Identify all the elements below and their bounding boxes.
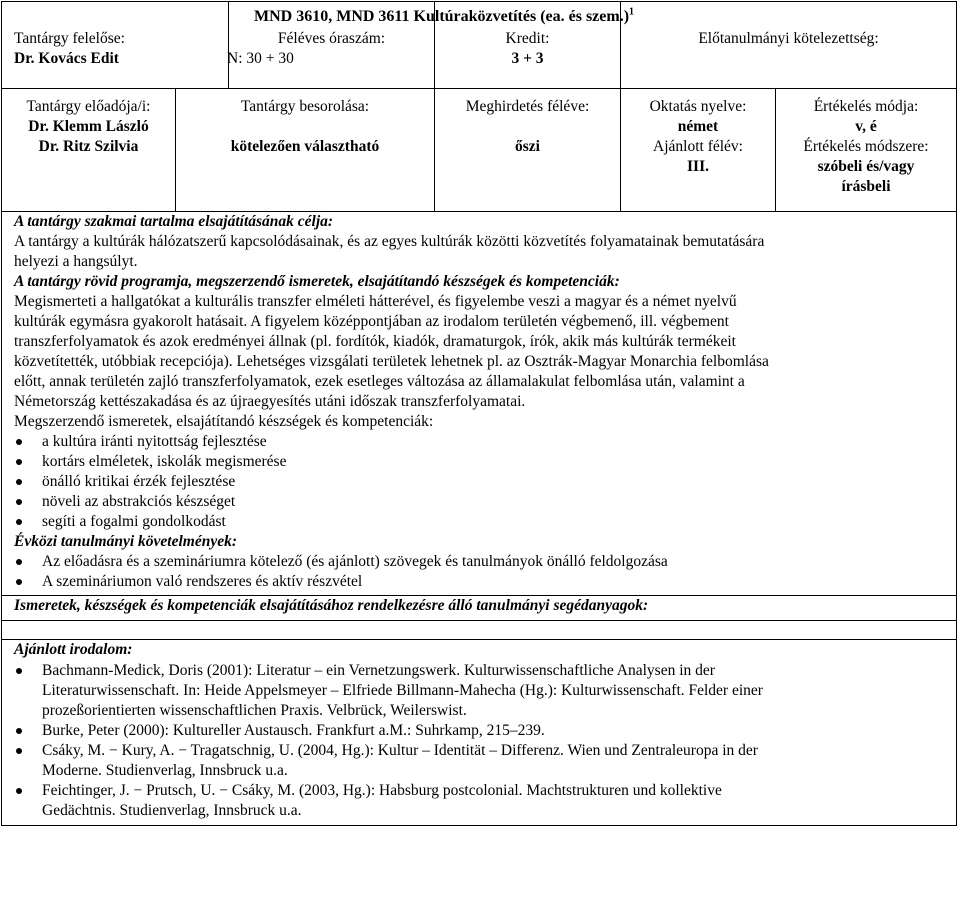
eloado-2: Dr. Ritz Szilvia	[38, 138, 139, 155]
eloado-1: Dr. Klemm László	[28, 118, 149, 135]
literature-line: Gedächtnis. Studienverlag, Innsbruck u.a.	[42, 802, 302, 819]
kovetelmenyek-heading: Évközi tanulmányi követelmények:	[14, 533, 238, 550]
program-line: Németország kettészakadása és az újraegyesítés utáni időszak transzferfolyamatai.	[14, 393, 526, 410]
cel-heading: A tantárgy szakmai tartalma elsajátításának célja:	[14, 213, 334, 230]
segedanyagok-empty-row	[2, 620, 956, 639]
bullet-icon	[16, 459, 22, 465]
list-item	[2, 452, 956, 472]
bullet-icon	[16, 519, 22, 525]
competence-list	[2, 432, 956, 532]
cel-line-1: A tantárgy a kultúrák hálózatszerű kapcsolódásainak, és az egyes kultúrák közötti közvetítés folyamatainak bemutatására	[14, 233, 765, 250]
bullet-icon	[16, 499, 22, 505]
program-line: előtt, annak területén zajló transzferfolyamatok, ezek esetleges változása az államalakulat felbomlása után, valamint a	[14, 373, 745, 390]
info-row	[2, 88, 956, 211]
bullet-icon	[16, 479, 22, 485]
felelos-label: Tantárgy felelőse:	[14, 30, 125, 47]
meghirdetes-value: őszi	[515, 138, 540, 155]
ertekeles-modszere-label: Értékelés módszere:	[803, 138, 929, 155]
literature-line: Literaturwissenschaft. In: Heide Appelsmeyer – Elfriede Billmann-Mahecha (Hg.): Kulturwissenschaft. Felder einer	[42, 682, 763, 699]
program-heading: A tantárgy rövid programja, megszerzendő ismeretek, elsajátítandó készségek és kompetenciák:	[14, 273, 620, 290]
list-item	[2, 492, 956, 512]
list-item	[2, 472, 956, 492]
course-sheet	[1, 1, 957, 826]
list-item-text: kortárs elméletek, iskolák megismerése	[42, 453, 287, 470]
nyelv-label: Oktatás nyelve:	[649, 98, 747, 115]
literature-line: prozeßorientierten wissenschaftlichen Praxis. Velbrück, Weilerswist.	[42, 702, 467, 719]
oraszam-value: N: 30 + 30	[227, 50, 294, 67]
ajanlott-felev-label: Ajánlott félév:	[653, 138, 743, 155]
list-item	[2, 661, 956, 721]
literature-list	[2, 661, 956, 821]
ertekeles-modja-label: Értékelés módja:	[813, 98, 919, 115]
literature-line: Csáky, M. − Kury, A. − Tragatschnig, U. (2004, Hg.): Kultur – Identität – Differenz. Wien und Zentraleuropa in der	[42, 742, 758, 759]
segedanyagok-section	[2, 595, 956, 620]
requirement-list	[2, 552, 956, 592]
course-title-text: MND 3610, MND 3611 Kultúraközvetítés (ea. és szem.)	[254, 8, 630, 25]
ertekeles-modszere-value-1: szóbeli és/vagy	[817, 158, 915, 175]
ertekeles-modszere-value-2: írásbeli	[841, 178, 891, 195]
bullet-icon	[16, 728, 22, 734]
program-line: transzferfolyamatok és azok eredményei állnak (pl. fordítók, kiadók, dramaturgok, írók, akik más kultúrák termékeit	[14, 333, 736, 350]
list-item	[2, 512, 956, 532]
bullet-icon	[16, 788, 22, 794]
list-item	[2, 721, 956, 741]
bullet-icon	[16, 559, 22, 565]
kredit-label: Kredit:	[505, 30, 550, 47]
felelos-value: Dr. Kovács Edit	[14, 50, 119, 67]
program-line: kultúrák egymásra gyakorolt hatásait. A figyelem középpontjában az irodalom területén végbemenő, ill. végbement	[14, 313, 729, 330]
list-item	[2, 432, 956, 452]
list-item-text: a kultúra iránti nyitottság fejlesztése	[42, 433, 267, 450]
literature-line: Burke, Peter (2000): Kultureller Austausch. Frankfurt a.M.: Suhrkamp, 215–239.	[42, 722, 545, 739]
header-block	[2, 2, 956, 88]
content-section	[2, 211, 956, 595]
bullet-icon	[16, 668, 22, 674]
competence-label: Megszerzendő ismeretek, elsajátítandó készségek és kompetenciák:	[14, 413, 434, 430]
besorolas-value: kötelezően választható	[230, 138, 380, 155]
bullet-icon	[16, 579, 22, 585]
ertekeles-modja-value: v, é	[855, 118, 877, 135]
bullet-icon	[16, 439, 22, 445]
kredit-value: 3 + 3	[511, 50, 544, 67]
list-item-text: A szemináriumon való rendszeres és aktív részvétel	[42, 573, 363, 590]
cel-line-2: helyezi a hangsúlyt.	[14, 253, 138, 270]
list-item	[2, 781, 956, 821]
list-item	[2, 552, 956, 572]
program-line: Megismerteti a hallgatókat a kulturális transzfer elméleti hátterével, és figyelembe veszi a magyar és a német nyelvű	[14, 293, 737, 310]
list-item	[2, 572, 956, 592]
oraszam-label: Féléves óraszám:	[277, 30, 386, 47]
list-item-text: önálló kritikai érzék fejlesztése	[42, 473, 236, 490]
irodalom-heading: Ajánlott irodalom:	[14, 641, 133, 658]
besorolas-label: Tantárgy besorolása:	[240, 98, 370, 115]
bullet-icon	[16, 748, 22, 754]
footnote-marker: 1	[629, 6, 635, 18]
list-item-text: növeli az abstrakciós készséget	[42, 493, 236, 510]
irodalom-section	[2, 639, 956, 825]
literature-line: Moderne. Studienverlag, Innsbruck u.a.	[42, 762, 288, 779]
ajanlott-felev-value: III.	[687, 158, 709, 175]
literature-line: Feichtinger, J. − Prutsch, U. − Csáky, M. (2003, Hg.): Habsburg postcolonial. Machtstrukturen und kollektive	[42, 782, 722, 799]
segedanyagok-heading: Ismeretek, készségek és kompetenciák elsajátításához rendelkezésre álló tanulmányi segédanyagok:	[14, 597, 649, 614]
list-item-text: Az előadásra és a szemináriumra kötelező (és ajánlott) szövegek és tanulmányok önálló feldolgozása	[42, 553, 668, 570]
meghirdetes-label: Meghirdetés féléve:	[465, 98, 590, 115]
eloado-label: Tantárgy előadója/i:	[26, 98, 151, 115]
program-line: közvetítették, utóbbiak recepciója). Lehetséges vizsgálati területek lehetnek pl. az Osztrák-Magyar Monarchia felbomlása	[14, 353, 769, 370]
elotanulmany-label: Előtanulmányi kötelezettség:	[698, 30, 879, 47]
nyelv-value: német	[677, 118, 719, 135]
list-item	[2, 741, 956, 781]
list-item-text: segíti a fogalmi gondolkodást	[42, 513, 226, 530]
literature-line: Bachmann-Medick, Doris (2001): Literatur – ein Vernetzungswerk. Kulturwissenschaftliche Analysen in der	[42, 662, 715, 679]
